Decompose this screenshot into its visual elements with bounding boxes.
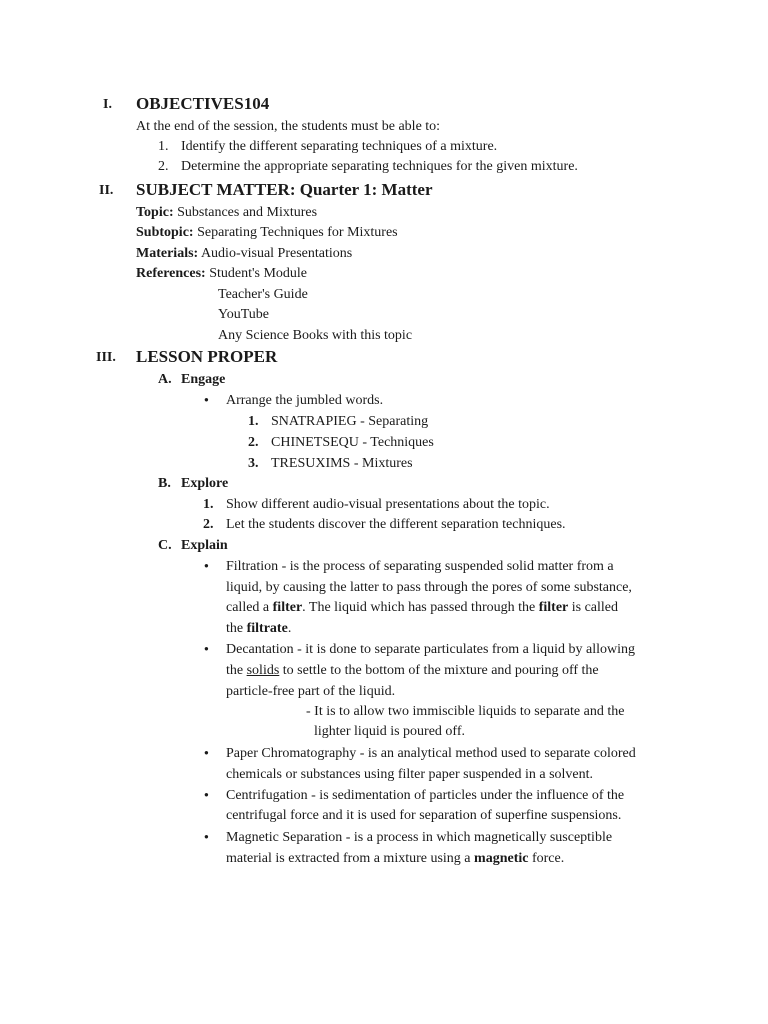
list-number: 1. (158, 139, 169, 154)
subtopic-label: Subtopic: (136, 225, 194, 240)
decantation-line: - It is to allow two immiscible liquids to separate and the (306, 704, 625, 719)
references-label: References: (136, 266, 206, 281)
chromatography-line: chemicals or substances using filter paper suspended in a solvent. (226, 767, 594, 782)
magnetic-line (226, 849, 564, 869)
subtopic-value: Separating Techniques for Mixtures (197, 225, 398, 240)
topic-line (136, 203, 317, 223)
objectives-intro: At the end of the session, the students must be able to: (136, 119, 441, 134)
topic-value: Substances and Mixtures (177, 205, 318, 220)
materials-value: Audio-visual Presentations (200, 246, 353, 261)
decantation-line: Decantation - it is done to separate particulates from a liquid by allowing (226, 642, 635, 657)
list-number: 2. (158, 159, 169, 174)
text-run: the (226, 663, 247, 678)
list-number: 1. (203, 497, 214, 512)
centrifugation-line: Centrifugation - is sedimentation of particles under the influence of the (226, 788, 625, 803)
text-run: is called (568, 600, 619, 615)
section-title-subject-matter: SUBJECT MATTER: Quarter 1: Matter (136, 180, 433, 199)
term-filter: filter (272, 600, 303, 615)
bullet-icon (204, 640, 209, 661)
reference-item: Any Science Books with this topic (218, 328, 413, 343)
subtopic-line (136, 223, 398, 243)
filtration-line (226, 598, 618, 618)
term-magnetic: magnetic (474, 851, 529, 866)
reference-item: YouTube (218, 307, 269, 322)
text-run: . (287, 621, 292, 636)
magnetic-line: Magnetic Separation - is a process in which magnetically susceptible (226, 830, 613, 845)
section-numeral-subject-matter: II. (99, 183, 114, 198)
list-number: 2. (203, 517, 214, 532)
bullet-icon (204, 786, 209, 807)
section-numeral-objectives: I. (103, 97, 112, 112)
filtration-line: Filtration - is the process of separating suspended solid matter from a (226, 559, 614, 574)
decantation-line (226, 661, 599, 681)
text-run: force. (528, 851, 565, 866)
list-number: 1. (248, 414, 259, 429)
bullet-icon (204, 391, 209, 412)
explore-item: Let the students discover the different separation techniques. (226, 517, 566, 532)
topic-label: Topic: (136, 205, 174, 220)
text-run: . The liquid which has passed through the (302, 600, 539, 615)
filtration-line: liquid, by causing the latter to pass through the pores of some substance, (226, 580, 632, 595)
engage-instruction: Arrange the jumbled words. (226, 393, 384, 408)
text-run: the (226, 621, 247, 636)
subsection-letter: A. (158, 372, 172, 387)
list-number: 2. (248, 435, 259, 450)
bullet-icon (204, 744, 209, 765)
jumbled-word: SNATRAPIEG - Separating (271, 414, 429, 429)
text-run: material is extracted from a mixture using a (226, 851, 475, 866)
references-line (136, 264, 307, 284)
text-run: to settle to the bottom of the mixture and pouring off the (279, 663, 599, 678)
materials-label: Materials: (136, 246, 199, 261)
centrifugation-line: centrifugal force and it is used for separation of superfine suspensions. (226, 808, 622, 823)
chromatography-line: Paper Chromatography - is an analytical method used to separate colored (226, 746, 636, 761)
subsection-letter: C. (158, 538, 172, 553)
objective-item: Determine the appropriate separating techniques for the given mixture. (181, 159, 578, 174)
section-title-lesson-proper: LESSON PROPER (136, 347, 278, 366)
term-solids: solids (246, 663, 280, 678)
jumbled-word: CHINETSEQU - Techniques (271, 435, 434, 450)
section-numeral-lesson-proper: III. (96, 350, 116, 365)
objective-item: Identify the different separating techniques of a mixture. (181, 139, 498, 154)
subsection-title-explore: Explore (181, 476, 229, 491)
text-run: called a (226, 600, 273, 615)
bullet-icon (204, 828, 209, 849)
subsection-letter: B. (158, 476, 171, 491)
filtration-line (226, 619, 291, 639)
reference-item: Student's Module (209, 266, 308, 281)
list-number: 3. (248, 456, 259, 471)
materials-line (136, 244, 352, 264)
decantation-line: particle-free part of the liquid. (226, 684, 396, 699)
section-title-objectives: OBJECTIVES104 (136, 94, 270, 113)
jumbled-word: TRESUXIMS - Mixtures (271, 456, 413, 471)
explore-item: Show different audio-visual presentations about the topic. (226, 497, 550, 512)
reference-item: Teacher's Guide (218, 287, 308, 302)
subsection-title-engage: Engage (181, 372, 226, 387)
bullet-icon (204, 557, 209, 578)
term-filter: filter (538, 600, 569, 615)
term-filtrate: filtrate (246, 621, 288, 636)
subsection-title-explain: Explain (181, 538, 228, 553)
decantation-line: lighter liquid is poured off. (314, 724, 465, 739)
